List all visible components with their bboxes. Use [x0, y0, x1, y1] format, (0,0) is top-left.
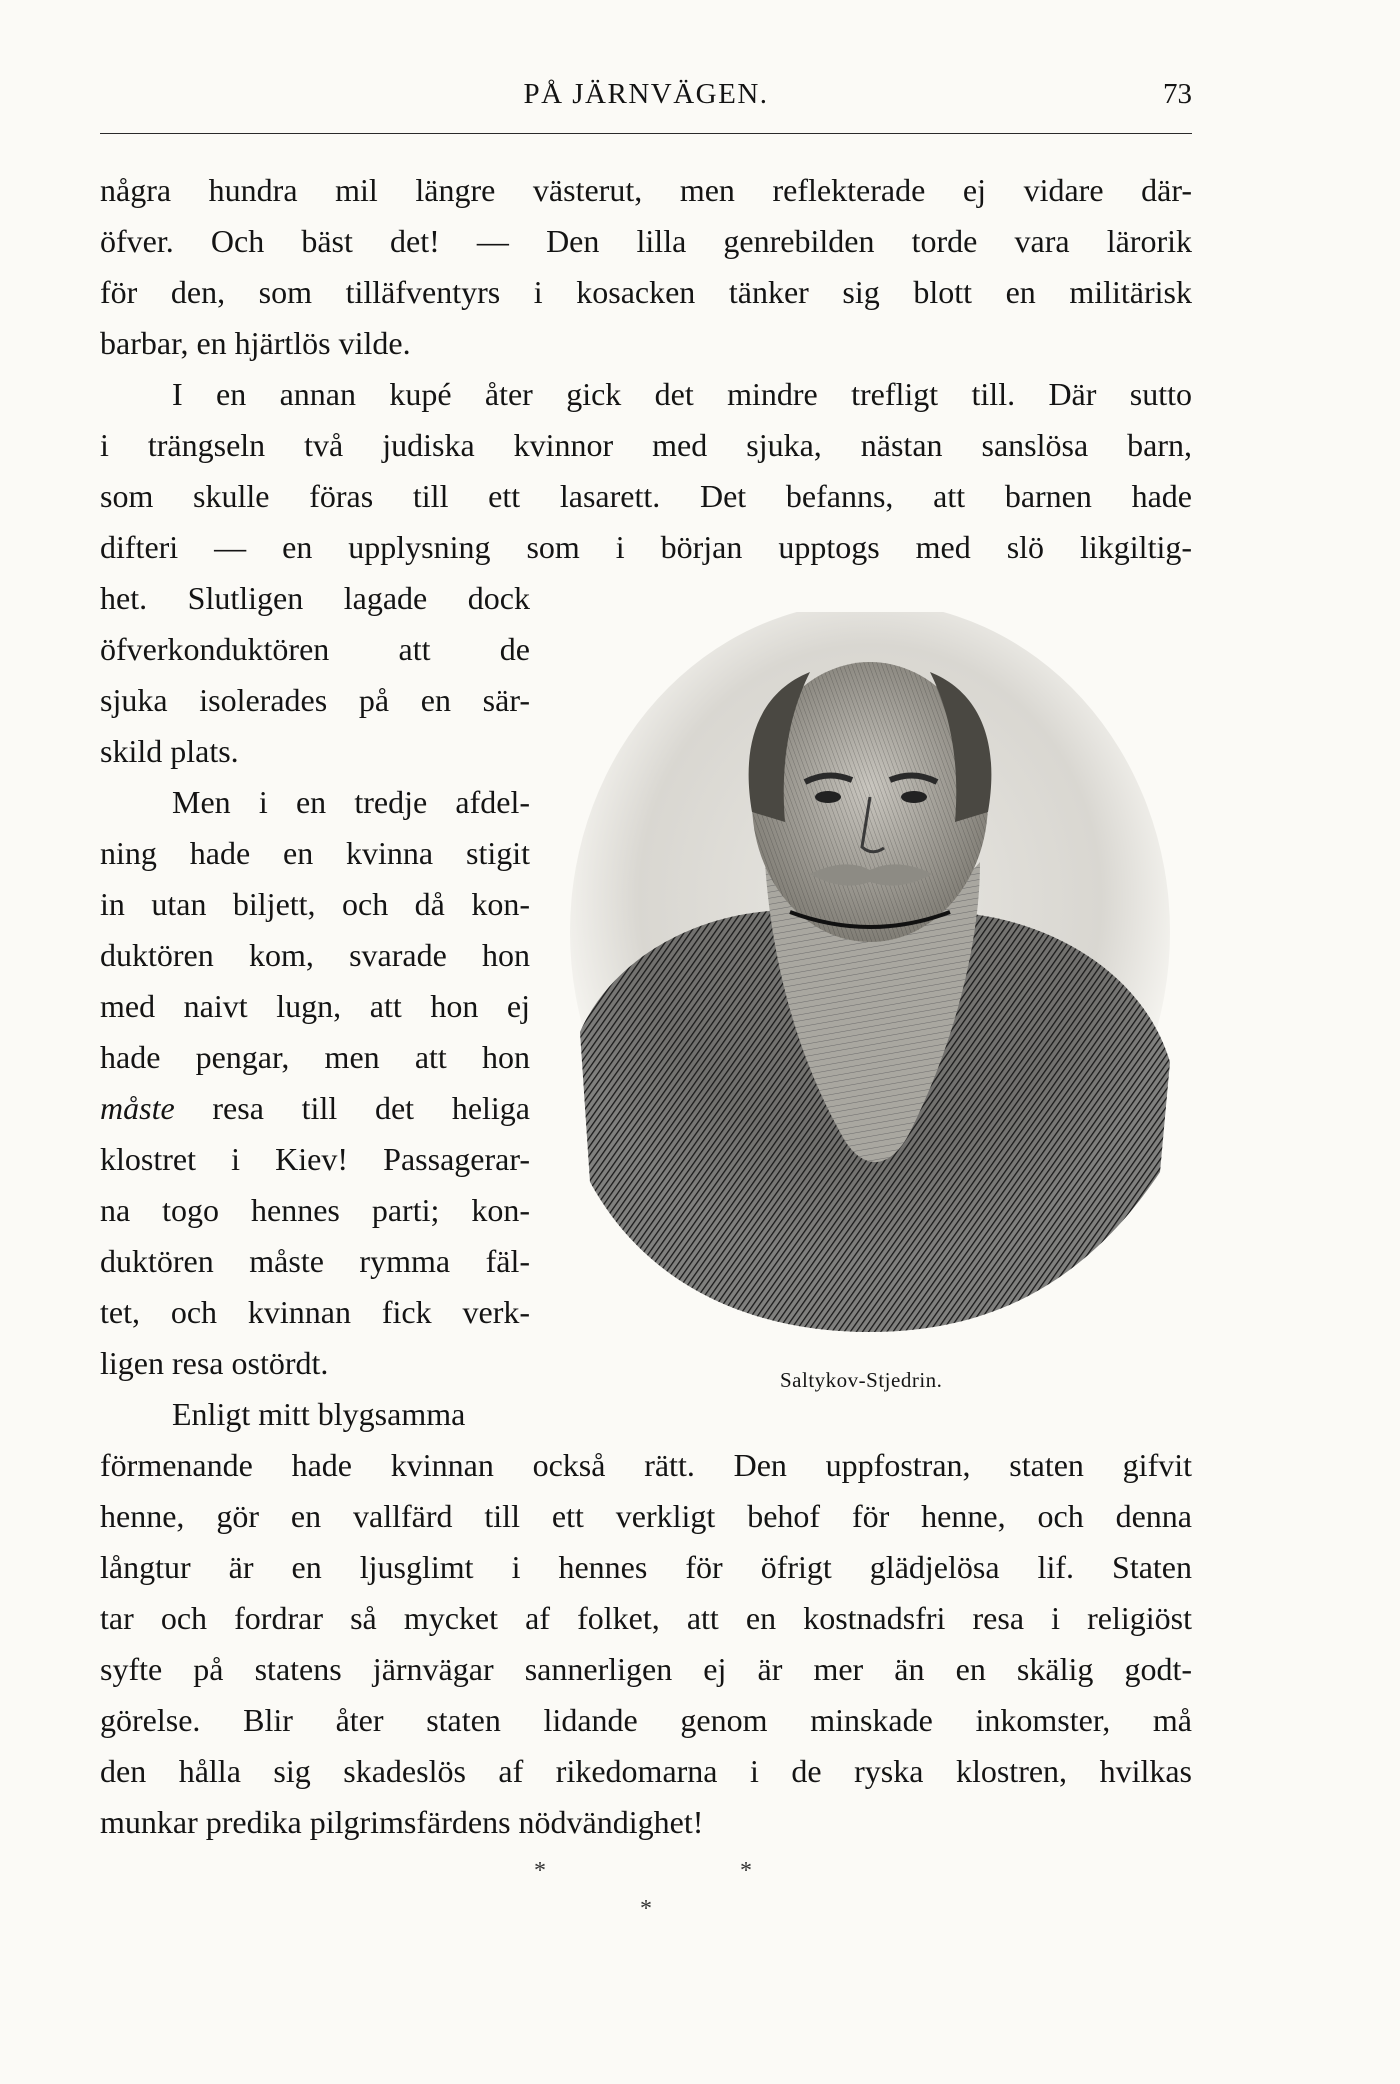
page-number: 73 [1163, 78, 1192, 110]
text-line: några hundra mil längre västerut, men reflekterade ej vidare där- [100, 172, 1192, 208]
text-line: i trängseln två judiska kvinnor med sjuka, nästan sanslösa barn, [100, 427, 1192, 463]
text-line: barbar, en hjärtlös vilde. [100, 325, 411, 361]
text-line: tet, och kvinnan fick verk- [100, 1294, 530, 1330]
text-line: klostret i Kiev! Passagerar- [100, 1141, 530, 1177]
portrait-illustration [560, 612, 1180, 1332]
section-ornament [0, 1850, 1400, 1930]
text-line: görelse. Blir åter staten lidande genom minskade inkomster, må [100, 1702, 1192, 1738]
text-line: het. Slutligen lagade dock [100, 580, 530, 616]
ornament-star: * [640, 1896, 652, 1922]
text-line: ligen resa ostördt. [100, 1345, 329, 1381]
text-line: tar och fordrar så mycket af folket, att en kostnadsfri resa i religiöst [100, 1600, 1192, 1636]
text-line [100, 1090, 530, 1126]
text-line: förmenande hade kvinnan också rätt. Den uppfostran, staten gifvit [100, 1447, 1192, 1483]
portrait-engraving [560, 612, 1180, 1332]
text-line: ning hade en kvinna stigit [100, 835, 530, 871]
text-line: öfver. Och bäst det! — Den lilla genrebilden torde vara lärorik [100, 223, 1192, 259]
text-line: difteri — en upplysning som i början upptogs med slö likgiltig- [100, 529, 1192, 565]
text-line: in utan biljett, och då kon- [100, 886, 530, 922]
text-line: för den, som tilläfventyrs i kosacken tänker sig blott en militärisk [100, 274, 1192, 310]
text-line: långtur är en ljusglimt i hennes för öfrigt glädjelösa lif. Staten [100, 1549, 1192, 1585]
text-line: skild plats. [100, 733, 239, 769]
text-line: Men i en tredje afdel- [172, 784, 530, 820]
header-rule [100, 133, 1192, 134]
emphasized-word: måste [100, 1090, 175, 1126]
text-line: duktören måste rymma fäl- [100, 1243, 530, 1279]
ornament-star: * [534, 1858, 546, 1884]
text-line: sjuka isolerades på en sär- [100, 682, 530, 718]
text-line-rest: resa till det heliga [174, 1090, 530, 1126]
text-line: syfte på statens järnvägar sannerligen ej är mer än en skälig godt- [100, 1651, 1192, 1687]
page-header [100, 78, 1192, 120]
text-line: I en annan kupé åter gick det mindre trefligt till. Där sutto [172, 376, 1192, 412]
text-line: som skulle föras till ett lasarett. Det befanns, att barnen hade [100, 478, 1192, 514]
portrait-caption: Saltykov-Stjedrin. [780, 1368, 943, 1392]
text-line: Enligt mitt blygsamma [172, 1396, 466, 1432]
text-line: den hålla sig skadeslös af rikedomarna i de ryska klostren, hvilkas [100, 1753, 1192, 1789]
ornament-star: * [740, 1858, 752, 1884]
running-title: PÅ JÄRNVÄGEN. [523, 78, 769, 110]
text-line: munkar predika pilgrimsfärdens nödvändighet! [100, 1804, 704, 1840]
text-line: hade pengar, men att hon [100, 1039, 530, 1075]
text-line: na togo hennes parti; kon- [100, 1192, 530, 1228]
text-line: henne, gör en vallfärd till ett verkligt behof för henne, och denna [100, 1498, 1192, 1534]
text-line: öfverkonduktören att de [100, 631, 530, 667]
text-line: duktören kom, svarade hon [100, 937, 530, 973]
text-line: med naivt lugn, att hon ej [100, 988, 530, 1024]
